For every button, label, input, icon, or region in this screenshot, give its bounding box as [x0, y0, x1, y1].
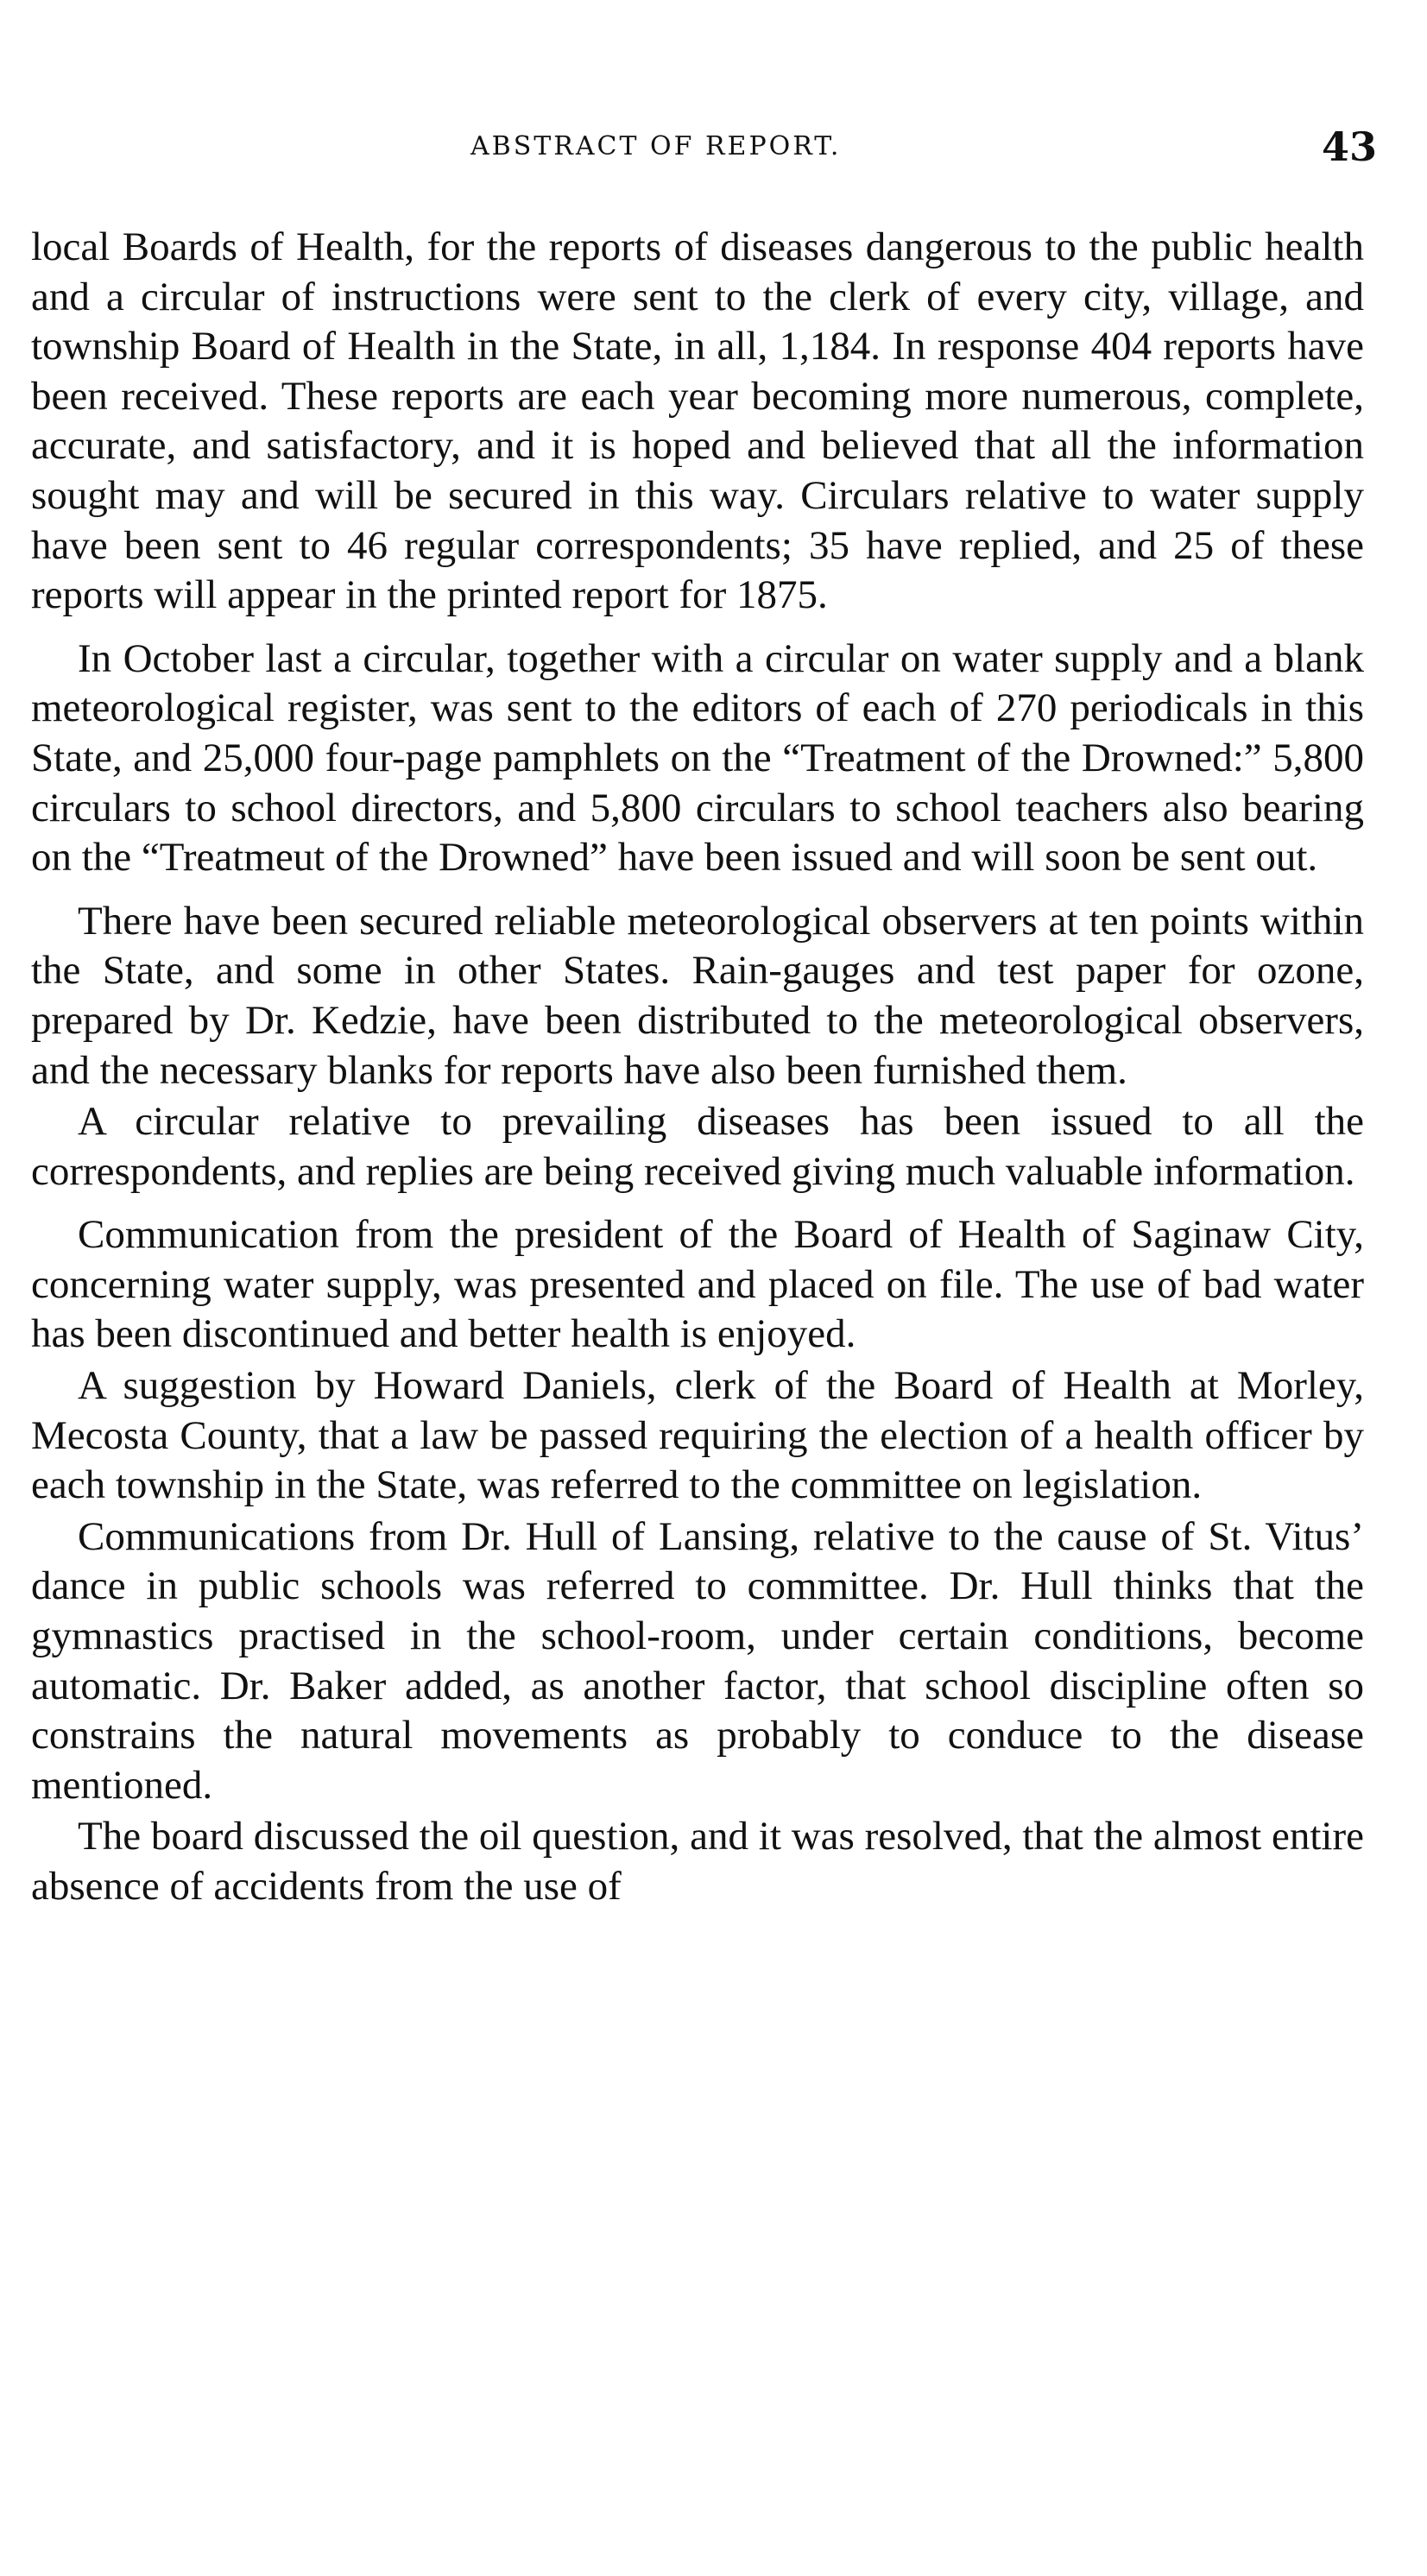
- paragraph-st-vitus-dance: Communications from Dr. Hull of Lansing, relative to the cause of St. Vitus’ dance in public schools was referred to committee. Dr. Hull thinks that the gymnastics practised in the school-room, under certain conditions, become automatic. Dr. Baker added, as another factor, that school discipline often so constrains the natural movements as probably to conduce to the disease mentioned.: [31, 1513, 1364, 1808]
- paragraph-health-officer-suggestion: A suggestion by Howard Daniels, clerk of the Board of Health at Morley, Mecosta County, that a law be passed requiring the election of a health officer by each township in the State, was referred to the committee on legislation.: [31, 1363, 1364, 1508]
- page-number: 43: [1321, 123, 1377, 170]
- paragraph-october-circular: In October last a circular, together with a circular on water supply and a blank meteorological register, was sent to the editors of each of 270 periodicals in this State, and 25,000 four-page pamphlets on the “Treatment of the Drowned:” 5,800 circulars to school directors, and 5,800 circulars to school teachers also bearing on the “Treatmeut of the Drowned” have been issued and will soon be sent out.: [31, 635, 1364, 881]
- running-header: [0, 121, 1427, 173]
- paragraph-local-boards: local Boards of Health, for the reports of diseases dangerous to the public health and a circular of instructions were sent to the clerk of every city, village, and township Board of Health in the State, in all, 1,184. In response 404 reports have been received. These reports are each year becoming more numerous, complete, accurate, and satisfactory, and it is hoped and believed that all the information sought may and will be secured in this way. Circulars relative to water supply have been sent to 46 regular correspondents; 35 have replied, and 25 of these reports will appear in the printed report for 1875.: [31, 224, 1364, 618]
- running-title: ABSTRACT OF REPORT.: [470, 131, 842, 161]
- body-text: [31, 223, 1364, 1914]
- paragraph-oil-question: The board discussed the oil question, and it was resolved, that the almost entire absence of accidents from the use of: [31, 1814, 1364, 1909]
- paragraph-prevailing-diseases: A circular relative to prevailing diseases has been issued to all the correspondents, and replies are being received giving much valuable information.: [31, 1099, 1364, 1194]
- paragraph-saginaw-water: Communication from the president of the Board of Health of Saginaw City, concerning water supply, was presented and placed on file. The use of bad water has been discontinued and better health is enjoyed.: [31, 1212, 1364, 1357]
- paragraph-meteorological-observers: There have been secured reliable meteorological observers at ten points within the State, and some in other States. Rain-gauges and test paper for ozone, prepared by Dr. Kedzie, have been distributed to the meteorological observers, and the necessary blanks for reports have also been furnished them.: [31, 898, 1364, 1093]
